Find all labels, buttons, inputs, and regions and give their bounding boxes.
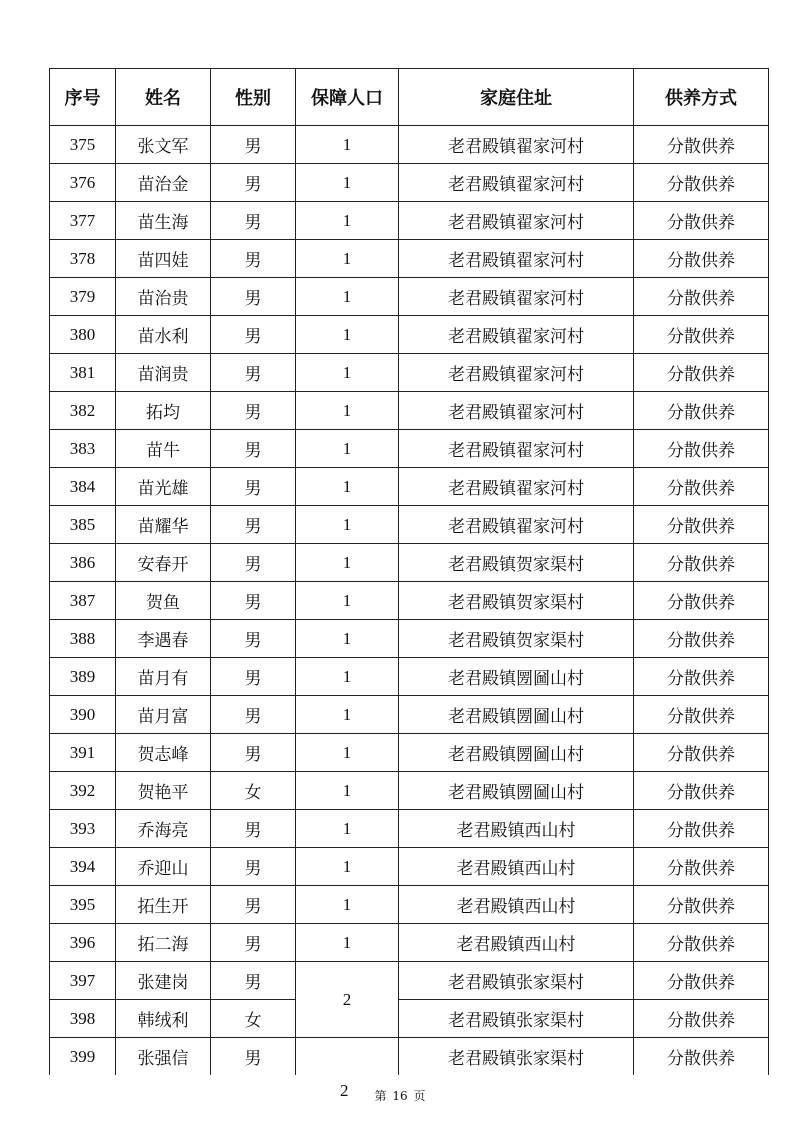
cell-no: 380	[50, 316, 116, 354]
table-row	[50, 658, 769, 696]
cell-no: 383	[50, 430, 116, 468]
cell-mode: 分散供养	[634, 126, 769, 164]
table-row	[50, 240, 769, 278]
header-count: 保障人口	[296, 69, 399, 126]
cell-no: 396	[50, 924, 116, 962]
cell-name: 苗润贵	[116, 354, 211, 392]
cell-address: 老君殿镇张家渠村	[399, 1000, 634, 1038]
cell-no: 391	[50, 734, 116, 772]
table-row	[50, 848, 769, 886]
footer-prefix: 第	[374, 1089, 387, 1103]
cell-mode: 分散供养	[634, 1038, 769, 1076]
header-gender: 性别	[211, 69, 296, 126]
cell-no: 387	[50, 582, 116, 620]
cell-no: 394	[50, 848, 116, 886]
cell-address: 老君殿镇翟家河村	[399, 202, 634, 240]
header-mode: 供养方式	[634, 69, 769, 126]
cell-gender: 男	[211, 924, 296, 962]
cell-name: 拓生开	[116, 886, 211, 924]
cell-name: 安春开	[116, 544, 211, 582]
cell-name: 苗生海	[116, 202, 211, 240]
cell-address: 老君殿镇翟家河村	[399, 164, 634, 202]
cell-count: 1	[296, 506, 399, 544]
cell-count: 1	[296, 126, 399, 164]
table-row	[50, 354, 769, 392]
cell-count: 1	[296, 430, 399, 468]
cell-no: 382	[50, 392, 116, 430]
cell-gender: 男	[211, 886, 296, 924]
cell-name: 乔迎山	[116, 848, 211, 886]
cell-gender: 男	[211, 202, 296, 240]
cell-gender: 男	[211, 506, 296, 544]
header-name: 姓名	[116, 69, 211, 126]
cell-mode: 分散供养	[634, 848, 769, 886]
cell-count-partial	[296, 1038, 399, 1076]
cell-address: 老君殿镇贺家渠村	[399, 620, 634, 658]
cell-mode: 分散供养	[634, 772, 769, 810]
cell-name: 张文军	[116, 126, 211, 164]
table-row	[50, 734, 769, 772]
cell-address: 老君殿镇圐圙山村	[399, 658, 634, 696]
cell-address: 老君殿镇翟家河村	[399, 316, 634, 354]
cell-mode: 分散供养	[634, 962, 769, 1000]
table-row	[50, 316, 769, 354]
cell-no: 398	[50, 1000, 116, 1038]
cell-no: 375	[50, 126, 116, 164]
cell-name: 苗月富	[116, 696, 211, 734]
table-row	[50, 886, 769, 924]
cell-gender: 男	[211, 430, 296, 468]
cell-count-merged: 2	[296, 962, 399, 1038]
cell-no: 399	[50, 1038, 116, 1076]
cell-name: 李遇春	[116, 620, 211, 658]
cell-gender: 男	[211, 962, 296, 1000]
cell-count: 1	[296, 658, 399, 696]
cell-count: 1	[296, 164, 399, 202]
cell-count: 1	[296, 772, 399, 810]
table-row	[50, 1000, 769, 1038]
cell-no: 386	[50, 544, 116, 582]
cell-address: 老君殿镇翟家河村	[399, 278, 634, 316]
table-row	[50, 430, 769, 468]
cell-mode: 分散供养	[634, 810, 769, 848]
cell-mode: 分散供养	[634, 392, 769, 430]
cell-gender: 女	[211, 1000, 296, 1038]
cell-mode: 分散供养	[634, 620, 769, 658]
cell-gender: 男	[211, 354, 296, 392]
cell-mode: 分散供养	[634, 886, 769, 924]
header-address: 家庭住址	[399, 69, 634, 126]
cell-mode: 分散供养	[634, 354, 769, 392]
cell-address: 老君殿镇贺家渠村	[399, 544, 634, 582]
cell-address: 老君殿镇翟家河村	[399, 430, 634, 468]
table-row	[50, 164, 769, 202]
cell-name: 韩绒利	[116, 1000, 211, 1038]
cell-name: 苗治贵	[116, 278, 211, 316]
table-row	[50, 696, 769, 734]
cell-name: 张强信	[116, 1038, 211, 1076]
cell-count: 1	[296, 696, 399, 734]
cell-no: 376	[50, 164, 116, 202]
cell-name: 贺鱼	[116, 582, 211, 620]
table-row	[50, 278, 769, 316]
page-footer	[0, 1087, 800, 1104]
cell-count: 1	[296, 810, 399, 848]
cell-address: 老君殿镇圐圙山村	[399, 734, 634, 772]
cell-gender: 男	[211, 848, 296, 886]
cell-count: 1	[296, 582, 399, 620]
cell-no: 392	[50, 772, 116, 810]
cell-mode: 分散供养	[634, 164, 769, 202]
cell-gender: 男	[211, 278, 296, 316]
cell-count: 1	[296, 544, 399, 582]
cell-no: 390	[50, 696, 116, 734]
table-row	[50, 506, 769, 544]
cell-count: 1	[296, 316, 399, 354]
cell-count: 1	[296, 848, 399, 886]
cell-no: 378	[50, 240, 116, 278]
cell-gender: 男	[211, 658, 296, 696]
cell-gender: 男	[211, 316, 296, 354]
cell-mode: 分散供养	[634, 278, 769, 316]
cell-gender: 男	[211, 810, 296, 848]
cell-gender: 男	[211, 696, 296, 734]
cell-mode: 分散供养	[634, 430, 769, 468]
cell-address: 老君殿镇翟家河村	[399, 354, 634, 392]
cell-mode: 分散供养	[634, 506, 769, 544]
cell-name: 苗治金	[116, 164, 211, 202]
cell-count: 1	[296, 886, 399, 924]
cell-count: 1	[296, 734, 399, 772]
cell-gender: 男	[211, 392, 296, 430]
cell-no: 377	[50, 202, 116, 240]
cell-name: 贺志峰	[116, 734, 211, 772]
footer-suffix: 页	[413, 1089, 426, 1103]
table-row	[50, 962, 769, 1000]
table-header-row	[50, 69, 769, 126]
cell-gender: 女	[211, 772, 296, 810]
page-number: 16	[392, 1089, 408, 1103]
cell-address: 老君殿镇张家渠村	[399, 962, 634, 1000]
cell-mode: 分散供养	[634, 696, 769, 734]
cell-no: 385	[50, 506, 116, 544]
cell-name: 苗月有	[116, 658, 211, 696]
cell-address: 老君殿镇翟家河村	[399, 126, 634, 164]
cell-mode: 分散供养	[634, 1000, 769, 1038]
cell-name: 苗牛	[116, 430, 211, 468]
cell-no: 379	[50, 278, 116, 316]
cell-address: 老君殿镇西山村	[399, 848, 634, 886]
table-row	[50, 544, 769, 582]
table-row	[50, 772, 769, 810]
cell-count: 1	[296, 468, 399, 506]
cell-gender: 男	[211, 1038, 296, 1076]
cell-mode: 分散供养	[634, 316, 769, 354]
table-row	[50, 202, 769, 240]
table-row	[50, 1038, 769, 1076]
cell-no: 397	[50, 962, 116, 1000]
cell-mode: 分散供养	[634, 582, 769, 620]
cell-mode: 分散供养	[634, 658, 769, 696]
table-row	[50, 126, 769, 164]
cell-name: 拓二海	[116, 924, 211, 962]
cell-address: 老君殿镇圐圙山村	[399, 696, 634, 734]
cell-address: 老君殿镇西山村	[399, 810, 634, 848]
cell-gender: 男	[211, 544, 296, 582]
cell-address: 老君殿镇贺家渠村	[399, 582, 634, 620]
cell-no: 389	[50, 658, 116, 696]
cell-address: 老君殿镇张家渠村	[399, 1038, 634, 1076]
cell-name: 乔海亮	[116, 810, 211, 848]
cell-count: 1	[296, 924, 399, 962]
cell-gender: 男	[211, 240, 296, 278]
cell-mode: 分散供养	[634, 924, 769, 962]
table-row	[50, 468, 769, 506]
table-row	[50, 810, 769, 848]
cell-no: 393	[50, 810, 116, 848]
cell-mode: 分散供养	[634, 734, 769, 772]
cell-address: 老君殿镇西山村	[399, 886, 634, 924]
cell-name: 贺艳平	[116, 772, 211, 810]
cell-address: 老君殿镇翟家河村	[399, 240, 634, 278]
cell-address: 老君殿镇翟家河村	[399, 468, 634, 506]
cell-mode: 分散供养	[634, 240, 769, 278]
table-row	[50, 582, 769, 620]
table-row	[50, 620, 769, 658]
cell-name: 苗耀华	[116, 506, 211, 544]
cell-gender: 男	[211, 620, 296, 658]
cell-address: 老君殿镇西山村	[399, 924, 634, 962]
cell-no: 384	[50, 468, 116, 506]
cell-gender: 男	[211, 164, 296, 202]
cell-mode: 分散供养	[634, 544, 769, 582]
cell-count: 1	[296, 620, 399, 658]
cell-mode: 分散供养	[634, 202, 769, 240]
cell-count: 1	[296, 278, 399, 316]
cell-name: 张建岗	[116, 962, 211, 1000]
cell-count: 1	[296, 240, 399, 278]
cell-name: 苗光雄	[116, 468, 211, 506]
cut-off-count: 2	[340, 1081, 349, 1100]
cell-name: 苗水利	[116, 316, 211, 354]
cell-no: 395	[50, 886, 116, 924]
cell-address: 老君殿镇翟家河村	[399, 506, 634, 544]
cell-count: 1	[296, 202, 399, 240]
cell-count: 1	[296, 392, 399, 430]
cell-name: 拓均	[116, 392, 211, 430]
cell-gender: 男	[211, 582, 296, 620]
relief-table	[49, 68, 769, 1075]
cell-no: 381	[50, 354, 116, 392]
cell-name: 苗四娃	[116, 240, 211, 278]
table-row	[50, 924, 769, 962]
cell-gender: 男	[211, 126, 296, 164]
cell-count: 1	[296, 354, 399, 392]
table-row	[50, 392, 769, 430]
cell-address: 老君殿镇翟家河村	[399, 392, 634, 430]
cell-address: 老君殿镇圐圙山村	[399, 772, 634, 810]
cell-mode: 分散供养	[634, 468, 769, 506]
cell-no: 388	[50, 620, 116, 658]
cell-gender: 男	[211, 734, 296, 772]
header-no: 序号	[50, 69, 116, 126]
cell-gender: 男	[211, 468, 296, 506]
